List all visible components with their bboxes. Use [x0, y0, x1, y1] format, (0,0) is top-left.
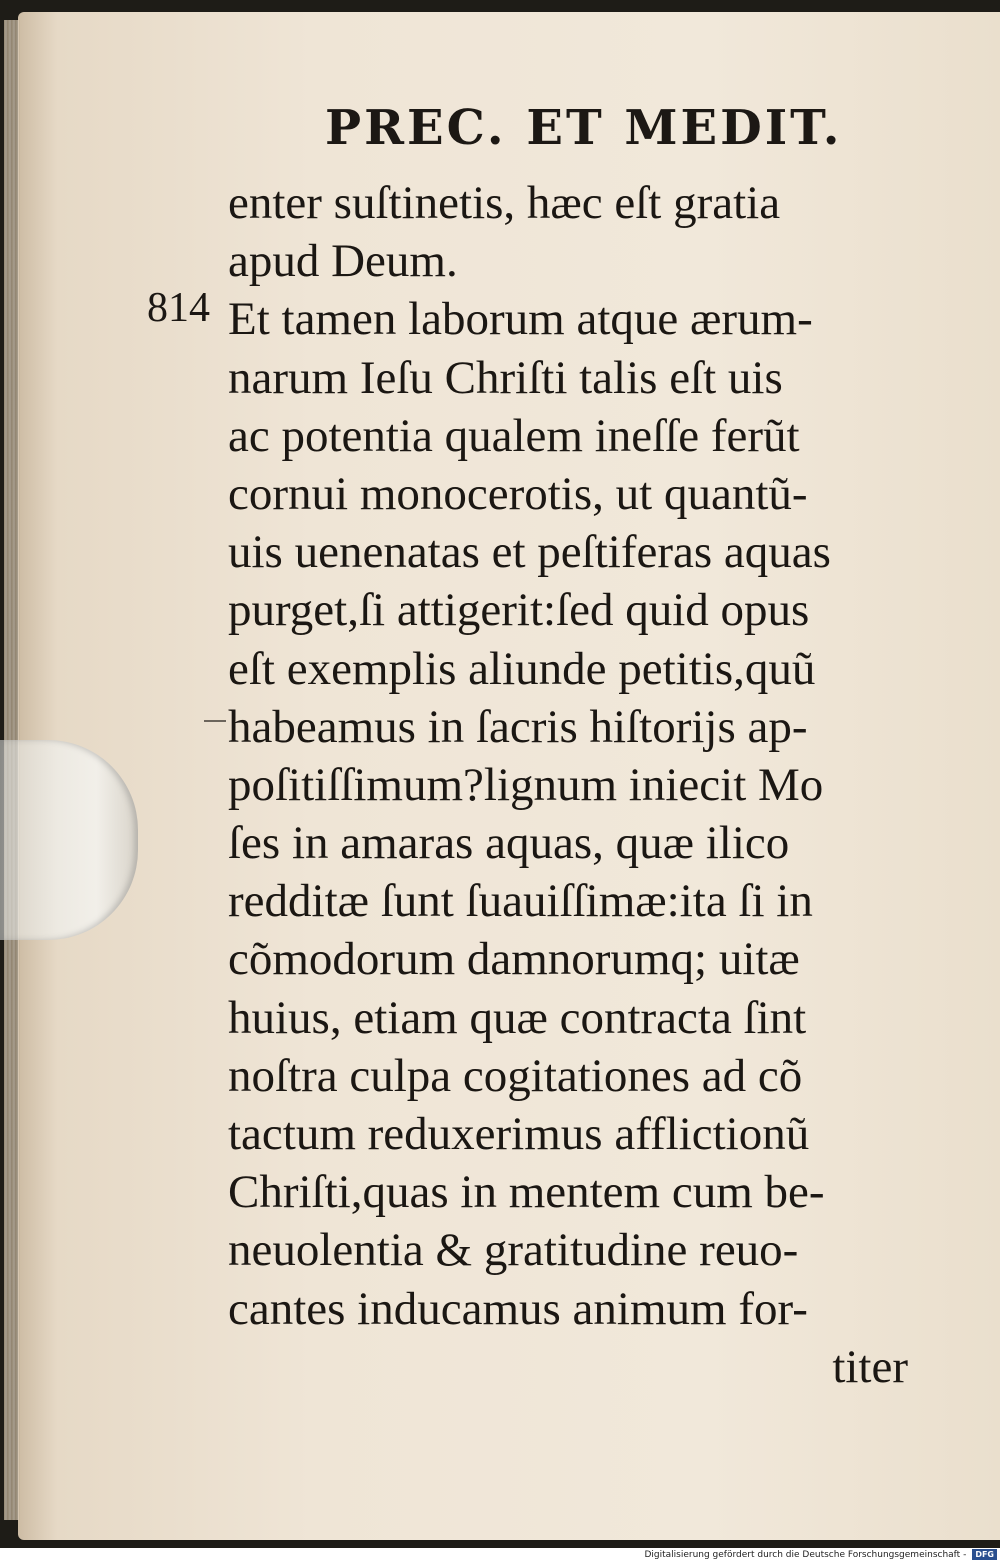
digitization-footer: [0, 1548, 1000, 1562]
text-line: narum Ieſu Chriſti talis eſt uis: [228, 351, 783, 404]
dfg-logo-icon: DFG: [972, 1549, 997, 1560]
margin-mark: [204, 720, 226, 722]
text-line: habeamus in ſacris hiſtorijs ap-: [228, 700, 808, 753]
running-head: PREC. ET MEDIT.: [325, 100, 843, 156]
text-line: apud Deum.: [228, 235, 458, 288]
text-line: purget,ſi attigerit:ſed quid opus: [228, 584, 810, 637]
text-line: eſt exemplis aliunde petitis,quũ: [228, 642, 816, 695]
text-line: uis uenenatas et peſtiferas aquas: [228, 526, 831, 579]
margin-number: 814: [147, 285, 210, 331]
text-line: Et tamen laborum atque ærum-: [228, 293, 813, 346]
text-line: poſitiſſimum?lignum iniecit Mo: [228, 758, 824, 811]
text-line: neuolentia & gratitudine reuo-: [228, 1224, 799, 1277]
catchword: titer: [832, 1340, 908, 1393]
text-line: cõmodorum damnorumq; uitæ: [228, 933, 800, 986]
text-line: cantes inducamus animum for-: [228, 1282, 808, 1335]
text-line: Chriſti,quas in mentem cum be-: [228, 1166, 825, 1219]
text-line: ſes in amaras aquas, quæ ilico: [228, 817, 790, 870]
text-line: cornui monocerotis, ut quantũ-: [228, 467, 808, 520]
text-line: tactum reduxerimus afflictionũ: [228, 1108, 810, 1160]
footer-text: Digitalisierung gefördert durch die Deutsche Forschungsgemeinschaft -: [644, 1550, 967, 1560]
text-line: noſtra culpa cogitationes ad cõ: [228, 1049, 803, 1102]
text-line: redditæ ſunt ſuauiſſimæ:ita ſi in: [228, 875, 813, 928]
text-line: ac potentia qualem ineſſe ferũt: [228, 409, 800, 462]
text-line: enter suſtinetis, hæc eſt gratia: [228, 177, 781, 229]
body-text: [228, 174, 948, 1396]
text-line: huius, etiam quæ contracta ſint: [228, 991, 807, 1044]
